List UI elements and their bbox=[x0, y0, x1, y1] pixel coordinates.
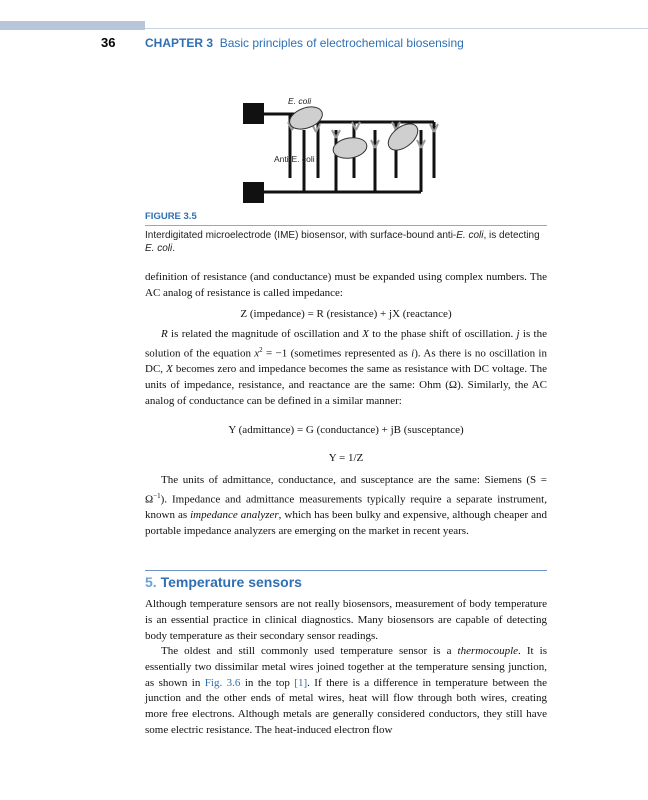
paragraph-units-admittance: The units of admittance, conductance, and susceptance are the same: Siemens $(S = \Omega^{-1})$. Impedance and admittance measurements typically require a separate instrument, known as impedance analyzer, which has been bulky and expensive, although cheaper and portable impedance analyzers are emerging on the market in recent years. bbox=[145, 474, 548, 538]
figure-rule bbox=[145, 225, 547, 226]
paragraph-thermocouple: The oldest and still commonly used temperature sensor is a thermocouple. It is essentially two dissimilar metal wires joined together at the temperature sensing junction, as shown in Fig. 3.6 in the top [1]. If there is a difference in temperature between the junction and the other ends of metal wires, heat will flow through both wires, creating more free electrons. Although metals are generally considered conductors, they still have some electric resistance. The heat-induced electron flow bbox=[145, 645, 547, 736]
header-rule bbox=[145, 28, 648, 29]
figure-number: FIGURE 3.5 bbox=[145, 211, 197, 222]
section-rule bbox=[145, 570, 547, 571]
figure-caption: Interdigitated microelectrode (IME) biosensor, with surface-bound anti-E. coli, is detecting E. coli. bbox=[145, 230, 540, 254]
reference-1-link[interactable]: [1] bbox=[294, 676, 308, 689]
paragraph-impedance-intro: definition of resistance (and conductance) must be expanded using complex numbers. The AC analog of resistance is called impedance: bbox=[145, 271, 547, 299]
header-color-band bbox=[0, 21, 145, 30]
label-e-coli: E. coli bbox=[288, 96, 312, 106]
electrode-pad-top bbox=[243, 103, 264, 124]
equation-admittance: Y (admittance) = G (conductance) + jB (susceptance) bbox=[228, 424, 464, 436]
chapter-title: Basic principles of electrochemical biosensing bbox=[219, 36, 464, 50]
fig-3-6-link[interactable]: Fig. 3.6 bbox=[204, 676, 241, 689]
section-heading: 5. Temperature sensors bbox=[145, 574, 302, 590]
paragraph-impedance-explained: R is related the magnitude of oscillation and X to the phase shift of oscillation. j is the solution of the equation $x^2 = -1$ (sometimes represented as i). As there is no oscillation in DC, X becomes zero and impedance becomes the same as resistance with DC voltage. The units of impedance, resistance, and reactance are the same: Ohm (Ω). Similarly, the AC analog of conductance can be defined in a similar manner: bbox=[145, 328, 548, 407]
ime-biosensor-figure bbox=[236, 90, 446, 208]
equation-impedance: Z (impedance) = R (resistance) + jX (reactance) bbox=[240, 308, 452, 320]
electrode-pad-bottom bbox=[243, 182, 264, 203]
paragraph-temperature-intro: Although temperature sensors are not really biosensors, measurement of body temperature is an essential practice in clinical diagnostics. Many biosensors are capable of detecting body temperature as their secondary sensor readings. bbox=[145, 598, 547, 642]
chapter-label: CHAPTER 3 bbox=[145, 36, 214, 50]
equation-y-inverse-z: Y = 1/Z bbox=[328, 452, 364, 464]
label-anti-e-coli: Anti-E. coli bbox=[274, 154, 315, 164]
page-number: 36 bbox=[101, 35, 116, 50]
running-head bbox=[145, 36, 464, 50]
